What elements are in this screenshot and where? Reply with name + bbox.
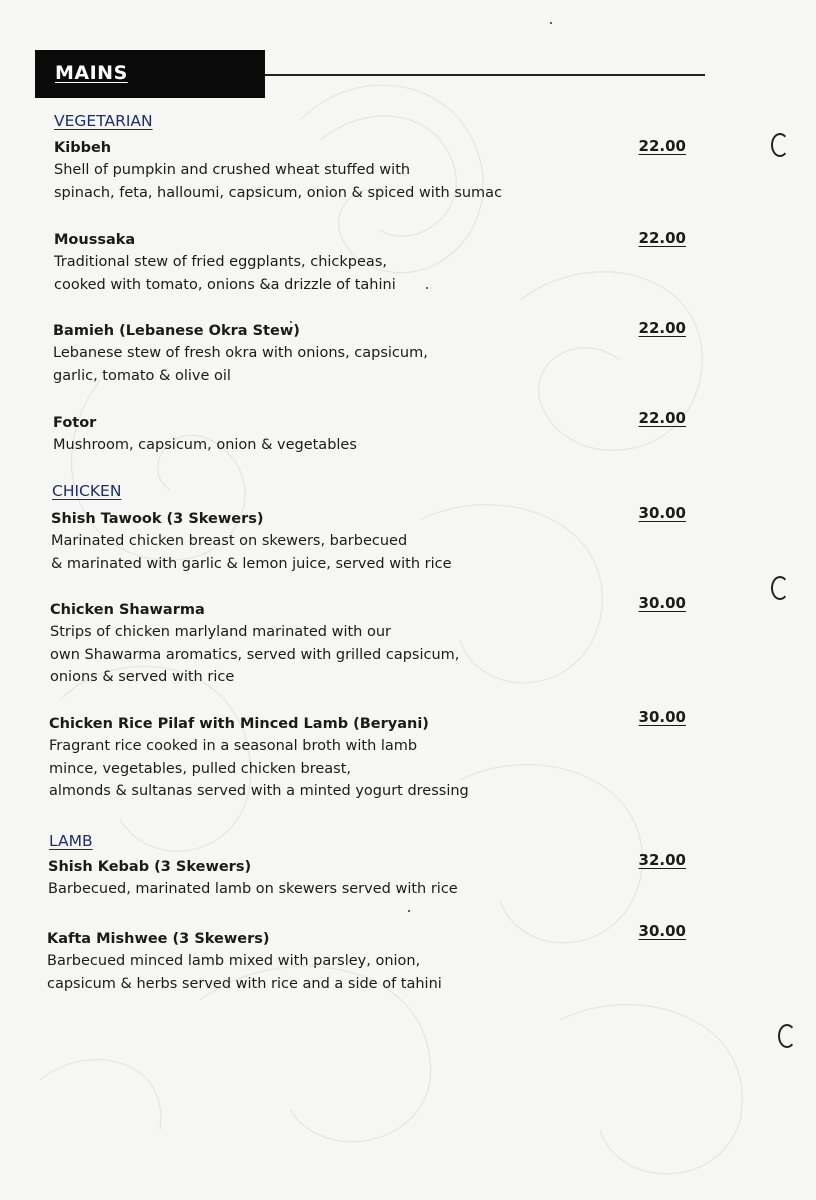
item-name: Shish Kebab (3 Skewers) — [48, 859, 252, 875]
item-description: Traditional stew of fried eggplants, chickpeas, cooked with tomato, onions &a drizzle of tahini — [54, 254, 396, 293]
paper-speck — [550, 22, 552, 24]
item-description: Strips of chicken marlyland marinated with our own Shawarma aromatics, served with grilled capsicum, onions & served with rice — [50, 624, 460, 685]
item-name: Moussaka — [54, 232, 136, 248]
section-title-vegetarian: VEGETARIAN — [54, 112, 153, 130]
item-name: Kafta Mishwee (3 Skewers) — [47, 931, 270, 947]
item-description: Barbecued, marinated lamb on skewers served with rice — [48, 881, 458, 897]
item-name: Kibbeh — [54, 140, 112, 156]
item-description: Mushroom, capsicum, onion & vegetables — [53, 437, 357, 453]
menu-item-fotor — [53, 412, 613, 457]
item-description: Barbecued minced lamb mixed with parsley, onion, capsicum & herbs served with rice and a side of tahini — [47, 953, 442, 992]
item-price: 32.00 — [638, 851, 686, 869]
item-price: 22.00 — [638, 137, 686, 155]
item-description: Marinated chicken breast on skewers, barbecued & marinated with garlic & lemon juice, served with rice — [51, 533, 452, 572]
item-price: 22.00 — [638, 319, 686, 337]
binder-hole — [771, 133, 789, 157]
item-name: Fotor — [53, 415, 97, 431]
menu-item-bamieh — [53, 320, 613, 387]
item-description: Shell of pumpkin and crushed wheat stuffed with spinach, feta, halloumi, capsicum, onion & spiced with sumac — [54, 162, 503, 201]
paper-speck — [290, 321, 292, 323]
paper-speck — [408, 910, 410, 912]
menu-item-chicken-shawarma — [50, 599, 610, 689]
menu-item-moussaka — [54, 229, 614, 296]
item-name: Bamieh (Lebanese Okra Stew) — [53, 323, 300, 339]
item-price: 22.00 — [638, 229, 686, 247]
item-price: 30.00 — [638, 708, 686, 726]
item-description: Fragrant rice cooked in a seasonal broth with lamb mince, vegetables, pulled chicken breast, almonds & sultanas served with a minted yogurt dressing — [49, 738, 469, 799]
page-title: MAINS — [55, 62, 128, 84]
item-name: Shish Tawook (3 Skewers) — [51, 511, 264, 527]
mains-header-bar — [35, 50, 265, 98]
menu-item-shish-kebab — [48, 856, 608, 901]
binder-hole — [778, 1024, 796, 1048]
binder-hole — [771, 576, 789, 600]
menu-item-chicken-rice-pilaf — [49, 713, 609, 803]
item-price: 30.00 — [638, 922, 686, 940]
header-divider — [265, 74, 705, 76]
menu-item-kibbeh — [54, 137, 614, 204]
menu-item-kafta-mishwee — [47, 928, 607, 995]
section-title-chicken: CHICKEN — [52, 482, 122, 500]
menu-item-shish-tawook — [51, 508, 611, 575]
section-title-lamb: LAMB — [49, 832, 93, 850]
item-name: Chicken Rice Pilaf with Minced Lamb (Beryani) — [49, 716, 429, 732]
item-price: 30.00 — [638, 504, 686, 522]
item-price: 30.00 — [638, 594, 686, 612]
item-price: 22.00 — [638, 409, 686, 427]
item-name: Chicken Shawarma — [50, 602, 205, 618]
paper-speck — [426, 287, 428, 289]
item-description: Lebanese stew of fresh okra with onions, capsicum, garlic, tomato & olive oil — [53, 345, 428, 384]
